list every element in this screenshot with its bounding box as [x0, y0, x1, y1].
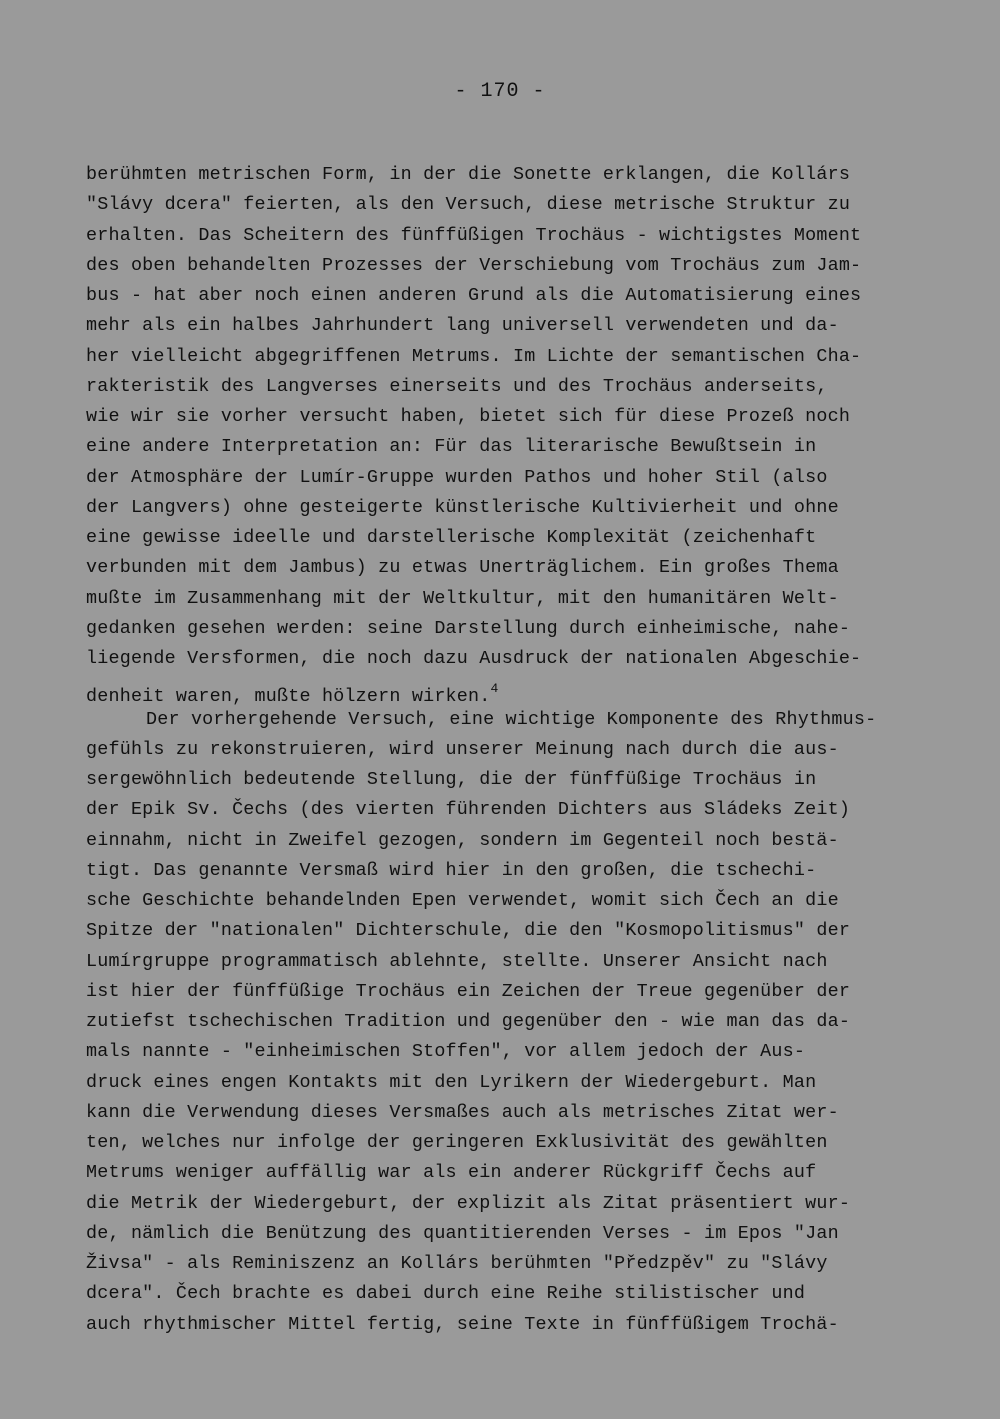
text-line: Živsa" - als Reminiszenz an Kollárs berühmten "Předzpěv" zu "Slávy [86, 1253, 828, 1274]
text-line: eine andere Interpretation an: Für das literarische Bewußtsein in [86, 436, 817, 458]
text-line: kann die Verwendung dieses Versmaßes auch als metrisches Zitat wer- [86, 1101, 839, 1123]
text-line: ten, welches nur infolge der geringeren Exklusivität des gewählten [86, 1132, 828, 1153]
text-line: erhalten. Das Scheitern des fünffüßigen Trochäus - wichtigstes Moment [86, 224, 862, 246]
text-line-content: denheit waren, mußte hölzern wirken. [86, 686, 491, 708]
text-line: der Epik Sv. Čechs (des vierten führenden Dichters aus Sládeks Zeit) [86, 799, 851, 821]
text-line: berühmten metrischen Form, in der die Sonette erklangen, die Kollárs [86, 164, 851, 185]
text-line: des oben behandelten Prozesses der Verschiebung vom Trochäus zum Jam- [86, 254, 862, 276]
text-line: auch rhythmischer Mittel fertig, seine Texte in fünffüßigem Trochä- [86, 1313, 839, 1335]
text-line: sche Geschichte behandelnden Epen verwendet, womit sich Čech an die [86, 890, 839, 911]
text-line: mußte im Zusammenhang mit der Weltkultur, mit den humanitären Welt- [86, 587, 839, 609]
text-line: Lumírgruppe programmatisch ablehnte, stellte. Unserer Ansicht nach [86, 950, 828, 972]
page-number: - 170 - [454, 80, 546, 103]
text-line: tigt. Das genannte Versmaß wird hier in den großen, die tschechi- [86, 859, 817, 881]
text-line: bus - hat aber noch einen anderen Grund als die Automatisierung eines [86, 285, 862, 306]
text-line: de, nämlich die Benützung des quantitierenden Verses - im Epos "Jan [86, 1222, 839, 1244]
body-text [86, 160, 926, 1340]
text-line: liegende Versformen, die noch dazu Ausdruck der nationalen Abgeschie- [86, 648, 862, 669]
text-line: zutiefst tschechischen Tradition und gegenüber den - wie man das da- [86, 1011, 851, 1032]
text-line: eine gewisse ideelle und darstellerische Komplexität (zeichenhaft [86, 527, 817, 548]
text-line: gefühls zu rekonstruieren, wird unserer Meinung nach durch die aus- [86, 738, 839, 760]
text-line-with-footnote [86, 674, 926, 708]
text-line: Metrums weniger auffällig war als ein anderer Rückgriff Čechs auf [86, 1162, 817, 1184]
text-line: einnahm, nicht in Zweifel gezogen, sondern im Gegenteil noch bestä- [86, 829, 839, 851]
text-line: mals nannte - "einheimischen Stoffen", vor allem jedoch der Aus- [86, 1041, 806, 1063]
text-line: dcera". Čech brachte es dabei durch eine Reihe stilistischer und [86, 1283, 806, 1305]
text-line: "Slávy dcera" feierten, als den Versuch, diese metrische Struktur zu [86, 194, 851, 216]
text-line: mehr als ein halbes Jahrhundert lang universell verwendeten und da- [86, 315, 839, 337]
text-line: Spitze der "nationalen" Dichterschule, die den "Kosmopolitismus" der [86, 920, 851, 942]
text-line: die Metrik der Wiedergeburt, der explizit als Zitat präsentiert wur- [86, 1192, 851, 1214]
text-line: sergewöhnlich bedeutende Stellung, die der fünffüßige Trochäus in [86, 769, 817, 790]
text-line: ist hier der fünffüßige Trochäus ein Zeichen der Treue gegenüber der [86, 980, 851, 1002]
text-line: rakteristik des Langverses einerseits und des Trochäus anderseits, [86, 375, 828, 397]
text-line: der Atmosphäre der Lumír-Gruppe wurden Pathos und hoher Stil (also [86, 466, 828, 488]
paragraph-start-line: Der vorhergehende Versuch, eine wichtige Komponente des Rhythmus- [146, 708, 877, 730]
text-line: druck eines engen Kontakts mit den Lyrikern der Wiedergeburt. Man [86, 1071, 817, 1093]
text-line: gedanken gesehen werden: seine Darstellung durch einheimische, nahe- [86, 617, 851, 639]
text-line: verbunden mit dem Jambus) zu etwas Unerträglichem. Ein großes Thema [86, 557, 839, 579]
text-line: wie wir sie vorher versucht haben, bietet sich für diese Prozeß noch [86, 406, 851, 427]
text-line: her vielleicht abgegriffenen Metrums. Im Lichte der semantischen Cha- [86, 345, 862, 367]
text-line: der Langvers) ohne gesteigerte künstlerische Kultivierheit und ohne [86, 496, 839, 518]
footnote-marker[interactable]: 4 [490, 681, 499, 697]
